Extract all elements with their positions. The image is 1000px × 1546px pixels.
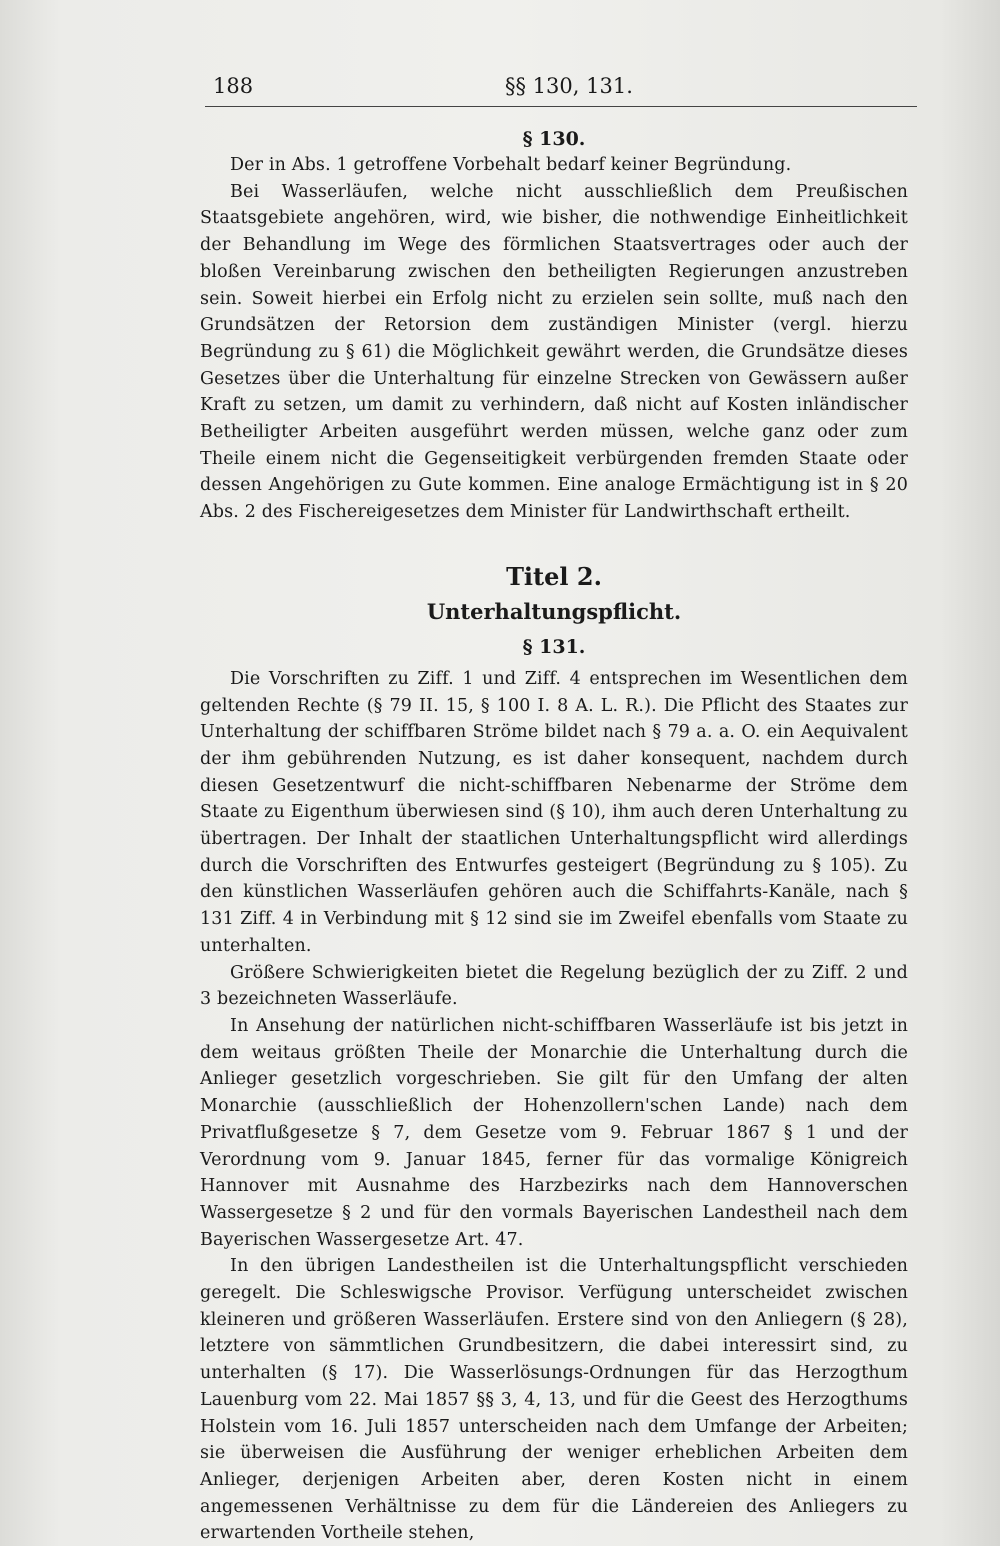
section-130-heading: § 130. xyxy=(522,128,586,150)
section-131-paragraph: In den übrigen Landestheilen ist die Unterhaltungspflicht verschieden geregelt. Die Schleswigsche Provisor. Verfügung unterscheidet zwischen kleineren und größeren Wasserläufen. Erstere sind von den Anliegern (§ 28), letztere von sämmtlichen Grundbesitzern, die dabei interessirt sind, zu unterhalten (§ 17). Die Wasserlösungs-Ordnungen für das Herzogthum Lauenburg vom 22. Mai 1857 §§ 3, 4, 13, und für die Geest des Herzogthums Holstein vom 16. Juli 1857 unterscheiden nach dem Umfange der Arbeiten; sie überweisen die Ausführung der weniger erheblichen Arbeiten dem Anlieger, derjenigen Arbeiten aber, deren Kosten nicht in einem angemessenen Verhältnisse zu dem für die Ländereien des Anliegers zu erwartenden Vortheile stehen, xyxy=(200,1256,908,1544)
page-number: 188 xyxy=(213,74,254,98)
section-130-paragraph: Der in Abs. 1 getroffene Vorbehalt bedarf keiner Begründung. xyxy=(230,155,792,175)
page-header xyxy=(205,72,917,107)
section-130-paragraph: Bei Wasserläufen, welche nicht ausschließlich dem Preußischen Staatsgebiete angehören, wird, wie bisher, die nothwendige Einheitlichkeit der Behandlung im Wege des förmlichen Staatsvertrages oder auch der bloßen Vereinbarung zwischen den betheiligten Regierungen anzustreben sein. Soweit hierbei ein Erfolg nicht zu erzielen sein sollte, muß nach den Grundsätzen der Retorsion dem zuständigen Minister (vergl. hierzu Begründung zu § 61) die Möglichkeit gewährt werden, die Grundsätze dieses Gesetzes über die Unterhaltung für einzelne Strecken von Gewässern außer Kraft zu setzen, um damit zu verhindern, daß nicht auf Kosten inländischer Betheiligter Arbeiten ausgeführt werden müssen, welche ganz oder zum Theile einem nicht die Gegenseitigkeit verbürgenden fremden Staate oder dessen Angehörigen zu Gute kommen. Eine analoge Ermächtigung ist in § 20 Abs. 2 des Fischereigesetzes dem Minister für Landwirthschaft ertheilt. xyxy=(200,181,908,523)
section-131-heading: § 131. xyxy=(522,635,586,658)
section-131-paragraph: In Ansehung der natürlichen nicht-schiffbaren Wasserläufe ist bis jetzt in dem weitaus größten Theile der Monarchie die Unterhaltung durch die Anlieger gesetzlich vorgeschrieben. Sie gilt für den Umfang der alten Monarchie (ausschließlich der Hohenzollern'schen Lande) nach dem Privatflußgesetze § 7, dem Gesetze vom 9. Februar 1867 § 1 und der Verordnung vom 9. Januar 1845, ferner für das vormalige Königreich Hannover mit Ausnahme des Harzbezirks nach dem Hannoverschen Wassergesetze § 2 und für den vormals Bayerischen Landestheil nach dem Bayerischen Wassergesetze Art. 47. xyxy=(200,1015,908,1250)
section-131-paragraph: Die Vorschriften zu Ziff. 1 und Ziff. 4 entsprechen im Wesentlichen dem geltenden Rechte (§ 79 II. 15, § 100 I. 8 A. L. R.). Die Pflicht des Staates zur Unterhaltung der schiffbaren Ströme bildet nach § 79 a. a. O. ein Aequivalent der ihm gebührenden Nutzung, es ist daher konsequent, nachdem durch diesen Gesetzentwurf die nicht-schiffbaren Nebenarme der Ströme dem Staate zu Eigenthum überwiesen sind (§ 10), ihm auch deren Unterhaltung zu übertragen. Der Inhalt der staatlichen Unterhaltungspflicht wird allerdings durch die Vorschriften des Entwurfes gesteigert (Begründung zu § 105). Zu den künstlichen Wasserläufen gehören auch die Schiffahrts-Kanäle, nach § 131 Ziff. 4 in Verbindung mit § 12 sind sie im Zweifel ebenfalls vom Staate zu unterhalten. xyxy=(200,668,908,956)
section-131-paragraph: Größere Schwierigkeiten bietet die Regelung bezüglich der zu Ziff. 2 und 3 bezeichneten Wasserläufe. xyxy=(200,962,908,1010)
title-subheading: Unterhaltungspflicht. xyxy=(426,598,682,624)
title-heading: Titel 2. xyxy=(506,561,602,591)
running-head: §§ 130, 131. xyxy=(505,74,633,98)
page-body xyxy=(200,126,908,1546)
